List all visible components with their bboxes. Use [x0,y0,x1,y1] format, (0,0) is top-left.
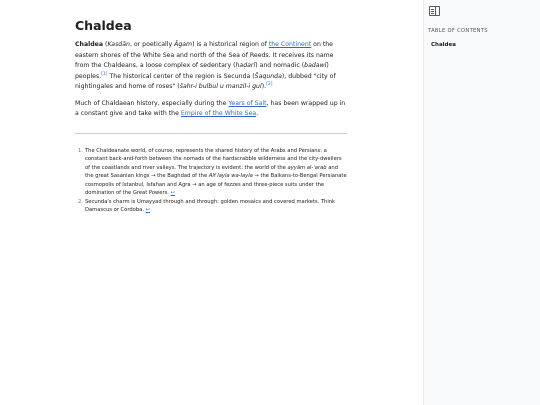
text: Secunda's charm is Umayyad through and through: golden mosaics and covered markets. Think Damascus or Córdoba. [85,198,336,213]
page-title: Chaldea [75,18,132,33]
text: The Chaldeanate world, of course, represents the shared history of the Arabs and Persians: a constant back-and-forth between the nomads of the hardscrabble wilderness and the city-dwellers of the coastlands and river valleys. The trajectory is evident: the world of the [85,147,342,171]
text: ( [103,41,108,48]
text: ), dubbed "city of nightingales and home of roses" ( [75,72,336,90]
footnote-2 [78,198,347,215]
footnote-backlink[interactable]: ↩ [145,207,150,213]
italic-term: ayyām al-ʿarab [287,164,327,171]
text: on the eastern shores of the White Sea and north of the Sea of Reeds. It receives its name from the Chaldeans, a loose complex of sedentary ( [75,41,334,69]
term-nomadic: badawī [304,62,327,69]
text: , has been wrapped up in a constant give and take with the [75,99,346,117]
text: The historical center of the region is Secunda ( [107,72,255,80]
footnote-1 [78,147,347,198]
term-sedentary: ḥaḍarī [235,62,256,69]
footnote-backlink[interactable]: ↩ [170,190,175,196]
text: , or poetically [129,41,175,48]
link-the-continent[interactable]: the Continent [268,41,312,48]
text: ) and nomadic ( [255,62,305,69]
toc-item-chaldea[interactable]: Chaldea [431,42,456,48]
text: ). [261,83,267,90]
text: ) is a historical region of [192,41,269,48]
ref-1[interactable]: [1] [101,71,108,77]
poetic-name: Āgam [174,41,193,48]
footnote-number: 1. [78,147,83,154]
history-paragraph [75,99,347,120]
intro-paragraph [75,40,347,93]
native-name: Kasdān [107,41,130,48]
sidebar-panel-icon[interactable] [429,6,440,16]
link-years-of-salt[interactable]: Years of Salt [228,99,267,107]
toc-sidebar [423,0,540,405]
italic-term: Alf layla wa-layla [208,173,253,179]
epithet: šahr-i bulbul u manzil-i gul [179,83,262,90]
text: → the Balkans-to-Bengal Persianate cosmopolis of Istanbul, Isfahan and Agra → an age of fezzes and three-piece suits under the domination of the Great Powers. [85,173,347,196]
term-bold: Chaldea [75,41,104,48]
text: ) peoples. [75,62,329,80]
article-content [75,18,347,215]
text: and the great Sasanian kings → the Baghdad of the [85,164,339,179]
footnotes-list [75,147,347,215]
toc-heading: TABLE OF CONTENTS [428,28,488,34]
footnotes-divider [75,133,347,134]
footnote-number: 2. [78,198,83,205]
secunda-native: Šaqunda [254,72,282,80]
text: . [256,110,259,117]
text: Much of Chaldaean history, especially during the [75,99,229,107]
link-empire-white-sea[interactable]: Empire of the White Sea [180,110,257,117]
ref-2[interactable]: [2] [266,81,273,87]
